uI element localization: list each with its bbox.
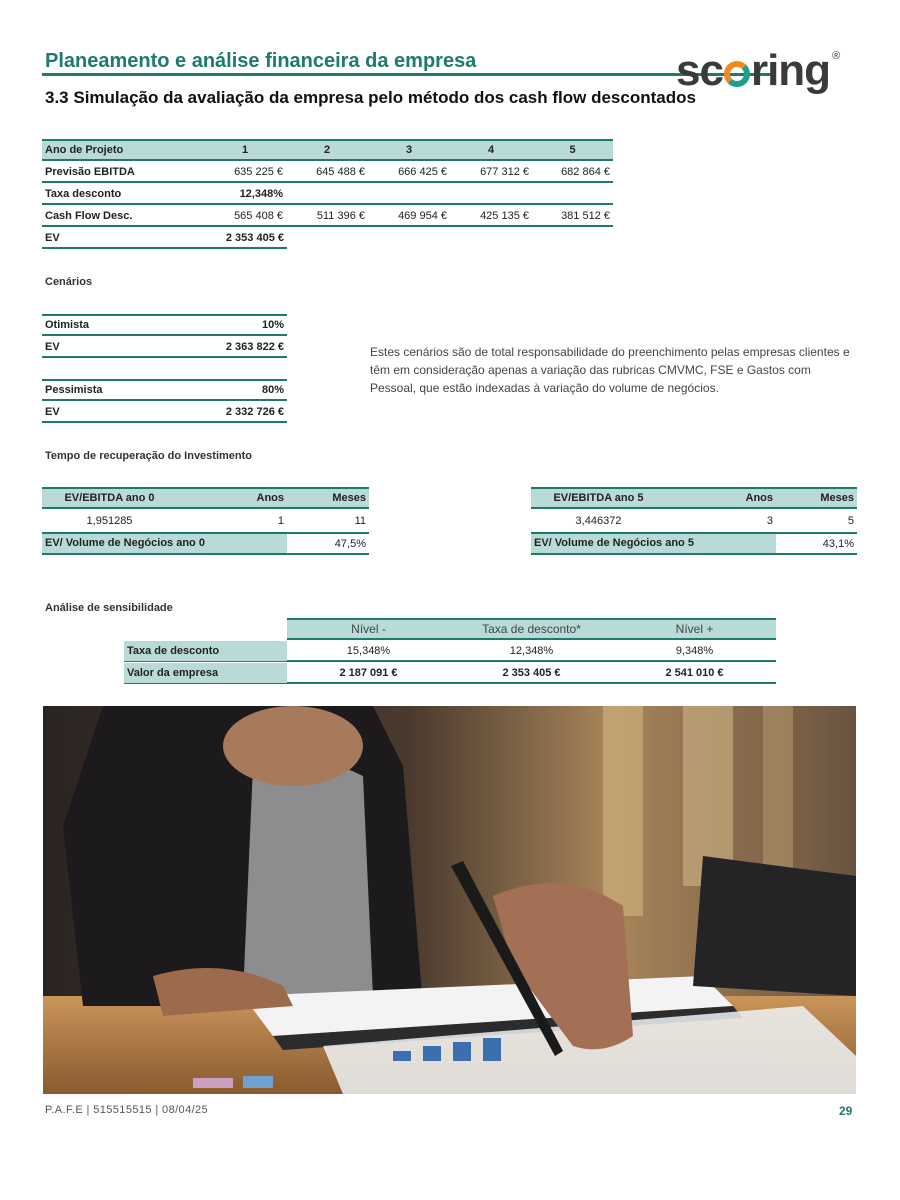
ev-ebitda-value: 1,951285 bbox=[86, 515, 133, 527]
optimist-label: Otimista bbox=[45, 319, 90, 331]
ebitda-value: 682 864 € bbox=[561, 166, 610, 178]
rate-level-plus: 9,348% bbox=[675, 645, 714, 657]
pessimist-pct: 80% bbox=[261, 384, 284, 396]
ev-value: 2 353 405 € bbox=[225, 232, 284, 244]
ebitda-label: Previsão EBITDA bbox=[45, 166, 135, 178]
optimist-ev-value: 2 363 822 € bbox=[225, 341, 284, 353]
scenarios-title: Cenários bbox=[45, 276, 93, 288]
photo-illustration bbox=[43, 706, 856, 1094]
rate-level-minus: 15,348% bbox=[346, 645, 391, 657]
sensitivity-header-row bbox=[287, 620, 776, 640]
footer-info: P.A.F.E | 515515515 | 08/04/25 bbox=[45, 1104, 209, 1116]
value-level-minus: 2 187 091 € bbox=[339, 667, 398, 679]
cashflow-value: 511 396 € bbox=[316, 210, 365, 222]
years-header: Anos bbox=[256, 492, 284, 504]
months-value: 11 bbox=[354, 515, 366, 527]
logo-ring-icon bbox=[724, 61, 750, 87]
ebitda-value: 677 312 € bbox=[480, 166, 529, 178]
sensitivity-value-row bbox=[124, 664, 776, 684]
optimist-ev-label: EV bbox=[45, 341, 60, 353]
discount-rate-value: 12,348% bbox=[239, 188, 283, 200]
ev-ebitda-header: EV/EBITDA ano 5 bbox=[553, 492, 644, 504]
business-photo bbox=[43, 706, 856, 1094]
year-3: 3 bbox=[405, 144, 413, 156]
months-value: 5 bbox=[847, 515, 854, 527]
cashflow-value: 425 135 € bbox=[480, 210, 529, 222]
ev-turnover-value: 43,1% bbox=[822, 537, 854, 550]
dcf-header-row bbox=[42, 141, 613, 161]
level-plus-header: Nível + bbox=[675, 622, 714, 636]
rate-base: 12,348% bbox=[509, 645, 554, 657]
pessimist-ev-row bbox=[42, 403, 287, 423]
optimist-ev-row bbox=[42, 338, 287, 358]
page-number: 29 bbox=[839, 1104, 853, 1118]
payback-left-footer bbox=[42, 532, 369, 555]
value-base: 2 353 405 € bbox=[502, 667, 561, 679]
discount-rate-header: Taxa de desconto* bbox=[482, 622, 581, 636]
years-value: 3 bbox=[766, 515, 773, 527]
scenarios-note: Estes cenários são de total responsabilidade do preenchimento pelas empresas clientes e têm em consideração apenas a variação das rubricas CMVMC, FSE e Gastos com Pessoal, que estão indexadas à variação do volume de negócios. bbox=[370, 345, 850, 395]
pessimist-row bbox=[42, 381, 287, 401]
ev-label: EV bbox=[45, 232, 60, 244]
scoring-logo bbox=[676, 34, 839, 93]
payback-left-header bbox=[42, 489, 369, 509]
year-4: 4 bbox=[487, 144, 495, 156]
report-title: Planeamento e análise financeira da empresa bbox=[45, 50, 477, 72]
value-level-plus: 2 541 010 € bbox=[665, 667, 724, 679]
payback-right-footer bbox=[531, 532, 857, 555]
payback-right-values bbox=[531, 511, 857, 531]
ev-turnover-value: 47,5% bbox=[334, 537, 366, 550]
years-value: 1 bbox=[277, 515, 284, 527]
year-1: 1 bbox=[241, 144, 249, 156]
logo-text-start: sc bbox=[676, 46, 723, 95]
ev-ebitda-value: 3,446372 bbox=[575, 515, 622, 527]
optimist-row bbox=[42, 316, 287, 336]
year-2: 2 bbox=[323, 144, 331, 156]
dcf-ev-row bbox=[42, 229, 287, 249]
pessimist-label: Pessimista bbox=[45, 384, 103, 396]
sensitivity-rate-label: Taxa de desconto bbox=[124, 641, 287, 661]
sensitivity-title: Análise de sensibilidade bbox=[45, 602, 173, 614]
cashflow-label: Cash Flow Desc. bbox=[45, 210, 133, 222]
payback-left-values bbox=[42, 511, 369, 531]
ev-turnover-label: EV/ Volume de Negócios ano 0 bbox=[42, 534, 287, 553]
months-header: Meses bbox=[820, 492, 854, 504]
months-header: Meses bbox=[332, 492, 366, 504]
dcf-cashflow-row bbox=[42, 207, 613, 227]
dcf-rate-row bbox=[42, 185, 613, 205]
payback-right-header bbox=[531, 489, 857, 509]
logo-text-end: ring bbox=[750, 46, 831, 95]
pessimist-ev-value: 2 332 726 € bbox=[225, 406, 284, 418]
years-header: Anos bbox=[745, 492, 773, 504]
ebitda-value: 666 425 € bbox=[398, 166, 447, 178]
company-value-label: Valor da empresa bbox=[124, 663, 287, 683]
year-5: 5 bbox=[569, 144, 576, 156]
sensitivity-rate-row bbox=[124, 642, 776, 662]
logo-registered-mark: ® bbox=[832, 50, 840, 62]
header-rule bbox=[42, 73, 776, 76]
discount-rate-label: Taxa desconto bbox=[45, 188, 122, 200]
cashflow-value: 381 512 € bbox=[561, 210, 610, 222]
section-title: 3.3 Simulação da avaliação da empresa pelo método dos cash flow descontados bbox=[45, 88, 696, 107]
optimist-pct: 10% bbox=[261, 319, 284, 331]
ebitda-value: 645 488 € bbox=[316, 166, 365, 178]
ev-ebitda-header: EV/EBITDA ano 0 bbox=[64, 492, 155, 504]
payback-title: Tempo de recuperação do Investimento bbox=[45, 450, 253, 462]
ebitda-value: 635 225 € bbox=[234, 166, 283, 178]
pessimist-ev-label: EV bbox=[45, 406, 60, 418]
level-minus-header: Nível - bbox=[351, 622, 386, 636]
dcf-ebitda-row bbox=[42, 163, 613, 183]
cashflow-value: 469 954 € bbox=[398, 210, 447, 222]
ev-turnover-label: EV/ Volume de Negócios ano 5 bbox=[531, 534, 776, 553]
cashflow-value: 565 408 € bbox=[234, 210, 283, 222]
dcf-header-label: Ano de Projeto bbox=[45, 144, 124, 156]
